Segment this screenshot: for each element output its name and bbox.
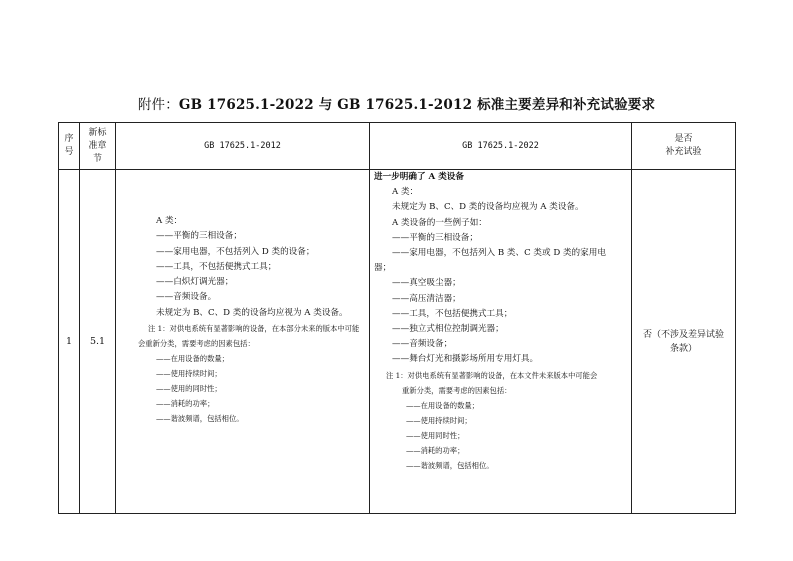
old-note-line: ——使用持续时间；	[156, 369, 222, 379]
new-line: A 类：	[392, 187, 419, 198]
header-clause: 新标 准章 节	[80, 123, 116, 170]
row-seq: 1	[59, 170, 80, 514]
new-standard-text	[370, 170, 632, 514]
old-note-line: ——消耗的功率；	[156, 399, 215, 409]
row-supplement: 否（不涉及差异试验 条款）	[632, 170, 736, 514]
page-title	[0, 93, 793, 113]
old-line: ——音频设备。	[156, 292, 217, 303]
new-line: A 类设备的一些例子如：	[392, 217, 487, 228]
old-line: ——家用电器，不包括列入 D 类的设备；	[156, 246, 315, 257]
new-heading: 进一步明确了 A 类设备	[374, 172, 464, 182]
old-line: A 类：	[156, 216, 183, 226]
new-line: ——高压清洁器；	[392, 293, 461, 304]
table-header-row	[59, 123, 736, 170]
new-line: ——音频设备；	[392, 339, 453, 350]
header-supplement: 是否 补充试验	[632, 123, 736, 170]
old-note-line: ——使用的同时性；	[156, 384, 222, 394]
header-old-standard: GB 17625.1-2012	[116, 123, 370, 170]
new-note-line: 重新分类，需要考虑的因素包括：	[402, 385, 512, 395]
comparison-table	[58, 122, 736, 514]
new-line: ——独立式相位控制调光器；	[392, 324, 504, 335]
old-line: ——平衡的三相设备；	[156, 231, 242, 242]
new-note-line: ——使用持续时间；	[406, 415, 472, 425]
new-line: 器；	[374, 263, 392, 274]
new-line: ——工具，不包括便携式工具；	[392, 308, 513, 319]
old-note-line: ——在用设备的数量；	[156, 354, 229, 364]
new-note-line: 注 1：对供电系统有显著影响的设备，在本文件未来版本中可能会	[386, 370, 598, 380]
old-line: ——白炽灯调光器；	[156, 277, 234, 288]
row-clause: 5.1	[80, 170, 116, 514]
old-note-line: 会重新分类，需要考虑的因素包括：	[138, 339, 255, 349]
header-new-standard: GB 17625.1-2022	[370, 123, 632, 170]
new-line: ——真空吸尘器；	[392, 278, 461, 289]
title-main: GB 17625.1-2022 与 GB 17625.1-2012 标准主要差异和补充试验要求	[178, 97, 656, 113]
table-row	[59, 170, 736, 514]
old-standard-text	[116, 170, 370, 514]
new-line: ——舞台灯光和摄影场所用专用灯具。	[392, 354, 539, 365]
title-prefix: 附件：	[137, 97, 179, 113]
new-note-line: ——在用设备的数量；	[406, 400, 479, 410]
old-line: ——工具，不包括便携式工具；	[156, 261, 277, 272]
new-line: ——家用电器，不包括列入 B 类、C 类或 D 类的家用电	[392, 248, 606, 259]
new-note-line: ——使用同时性；	[406, 430, 465, 440]
old-line: 未规定为 B、C、D 类的设备均应视为 A 类设备。	[156, 307, 348, 318]
new-note-line: ——谐波频谱，包括相位。	[406, 460, 494, 470]
new-line: 未规定为 B、C、D 类的设备均应视为 A 类设备。	[392, 202, 584, 213]
new-line: ——平衡的三相设备；	[392, 232, 478, 243]
header-seq: 序 号	[59, 123, 80, 170]
new-note-line: ——消耗的功率；	[406, 445, 465, 455]
old-note-line: 注 1：对供电系统有显著影响的设备，在本部分未来的版本中可能	[148, 324, 360, 334]
old-note-line: ——谐波频谱，包括相位。	[156, 414, 244, 424]
